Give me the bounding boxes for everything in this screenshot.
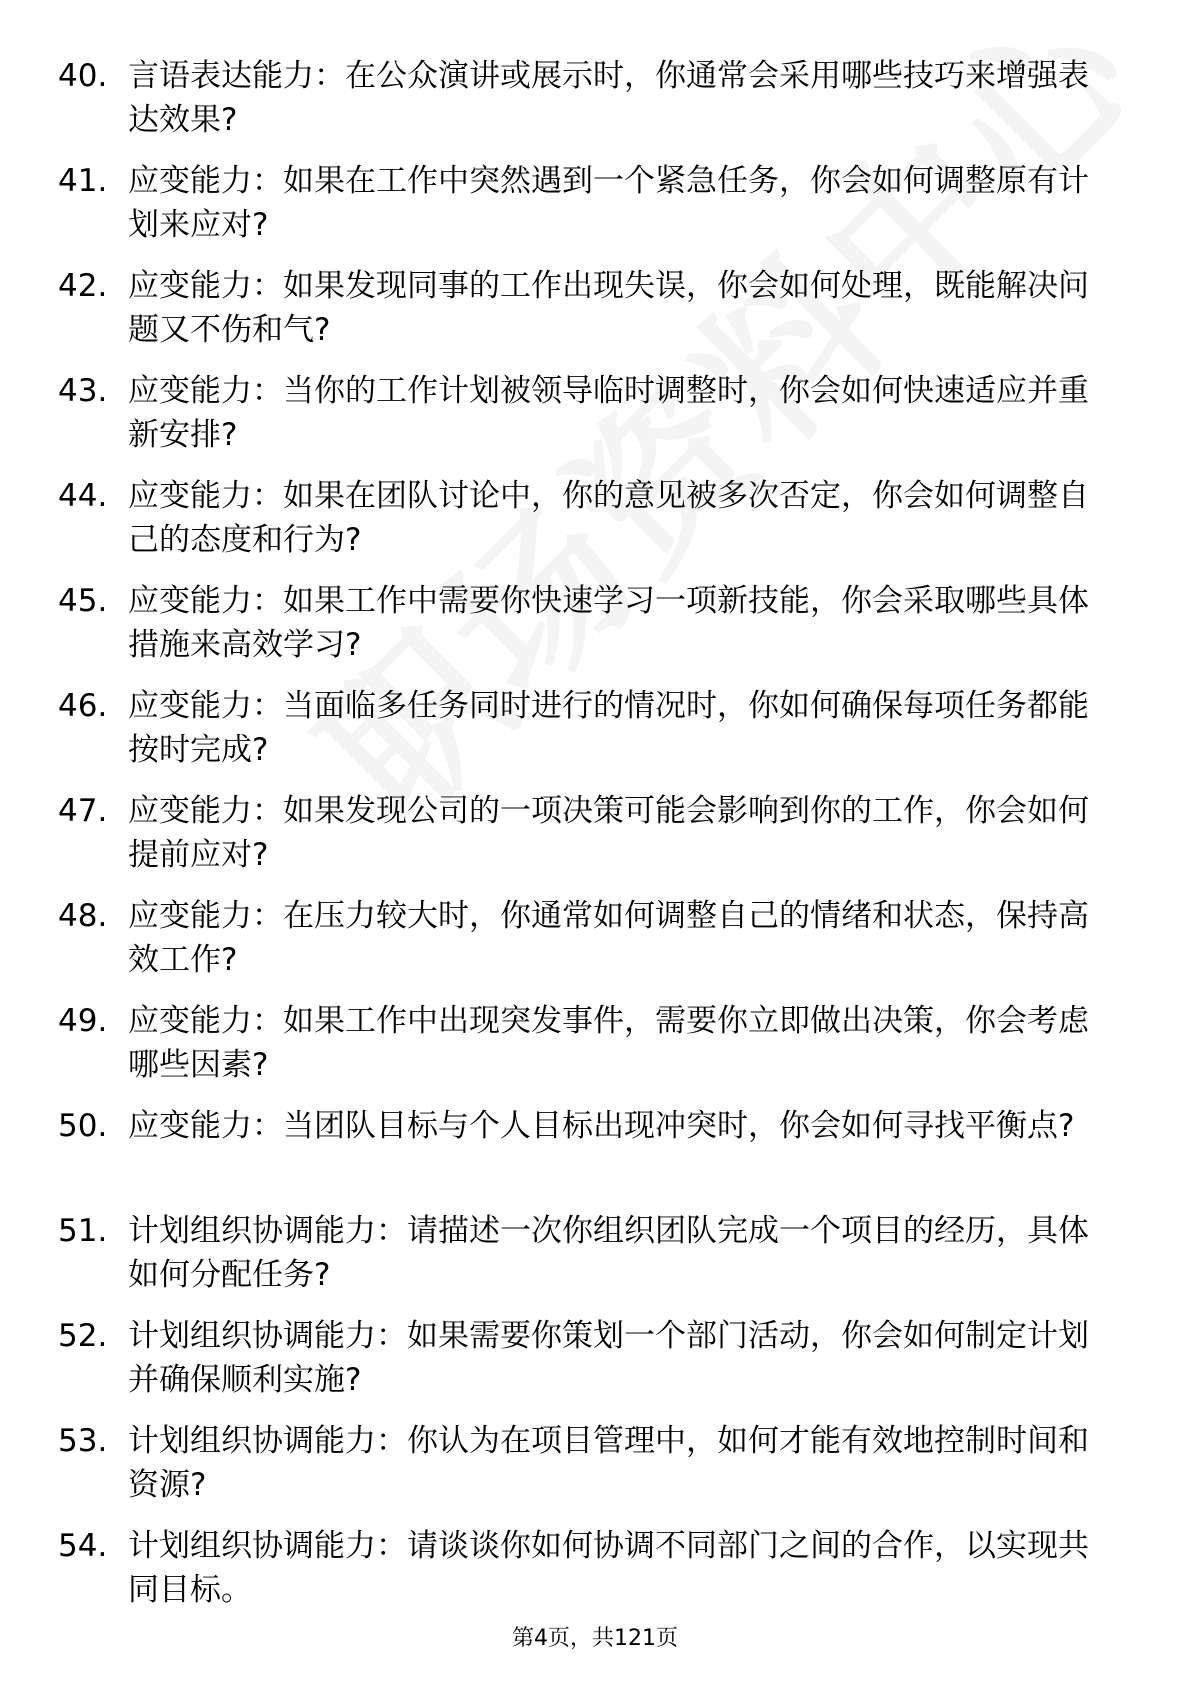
list-item [0, 1314, 1190, 1419]
question-text: 计划组织协调能力：如果需要你策划一个部门活动，你会如何制定计划并确保顺利实施? [128, 1318, 1089, 1398]
question-number: 54. [58, 1528, 108, 1564]
question-text: 计划组织协调能力：请谈谈你如何协调不同部门之间的合作，以实现共同目标。 [128, 1528, 1089, 1608]
list-item [0, 369, 1190, 474]
question-number: 48. [58, 898, 108, 934]
list-item [0, 579, 1190, 684]
page-footer [0, 1624, 1190, 1654]
question-number: 53. [58, 1423, 108, 1459]
question-number: 51. [58, 1213, 108, 1249]
list-item [0, 1419, 1190, 1524]
question-number: 46. [58, 688, 108, 724]
question-text: 计划组织协调能力：你认为在项目管理中，如何才能有效地控制时间和资源? [128, 1423, 1089, 1503]
question-number: 49. [58, 1003, 108, 1039]
question-text: 应变能力：如果工作中出现突发事件，需要你立即做出决策，你会考虑哪些因素? [128, 1003, 1089, 1083]
list-item [0, 1209, 1190, 1314]
question-text: 应变能力：如果发现同事的工作出现失误，你会如何处理，既能解决问题又不伤和气? [128, 268, 1089, 348]
question-text: 言语表达能力：在公众演讲或展示时，你通常会采用哪些技巧来增强表达效果? [128, 58, 1089, 138]
list-item [0, 894, 1190, 999]
list-item [0, 999, 1190, 1104]
list-item [0, 54, 1190, 159]
question-text: 应变能力：如果工作中需要你快速学习一项新技能，你会采取哪些具体措施来高效学习? [128, 583, 1089, 663]
list-item [0, 264, 1190, 369]
question-text: 应变能力：当你的工作计划被领导临时调整时，你会如何快速适应并重新安排? [128, 373, 1089, 453]
list-item [0, 1104, 1190, 1209]
list-item [0, 474, 1190, 579]
question-number: 52. [58, 1318, 108, 1354]
question-text: 应变能力：如果在团队讨论中，你的意见被多次否定，你会如何调整自己的态度和行为? [128, 478, 1089, 558]
question-number: 47. [58, 793, 108, 829]
question-list [0, 54, 1190, 1629]
list-item [0, 684, 1190, 789]
question-text: 应变能力：如果在工作中突然遇到一个紧急任务，你会如何调整原有计划来应对? [128, 163, 1089, 243]
question-text: 应变能力：当面临多任务同时进行的情况时，你如何确保每项任务都能按时完成? [128, 688, 1089, 768]
question-text: 应变能力：如果发现公司的一项决策可能会影响到你的工作，你会如何提前应对? [128, 793, 1089, 873]
list-item [0, 1524, 1190, 1629]
question-number: 50. [58, 1108, 108, 1144]
question-text: 应变能力：在压力较大时，你通常如何调整自己的情绪和状态，保持高效工作? [128, 898, 1089, 978]
question-number: 40. [58, 58, 108, 94]
question-number: 43. [58, 373, 108, 409]
question-text: 应变能力：当团队目标与个人目标出现冲突时，你会如何寻找平衡点? [128, 1108, 1075, 1144]
question-number: 45. [58, 583, 108, 619]
question-number: 42. [58, 268, 108, 304]
page-number-label: 第4页，共121页 [512, 1626, 678, 1651]
list-item [0, 789, 1190, 894]
question-number: 41. [58, 163, 108, 199]
list-item [0, 159, 1190, 264]
question-text: 计划组织协调能力：请描述一次你组织团队完成一个项目的经历，具体如何分配任务? [128, 1213, 1089, 1293]
question-number: 44. [58, 478, 108, 514]
